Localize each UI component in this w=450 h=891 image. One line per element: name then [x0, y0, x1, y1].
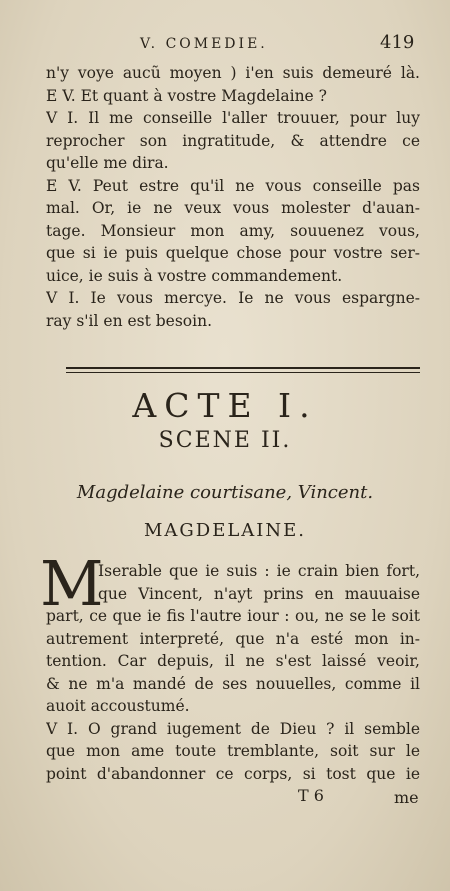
page-footer: [0, 786, 450, 810]
text-line: reprocher son ingratitude, & attendre ce: [46, 131, 420, 150]
text-line: Iserable que ie suis : ie crain bien fort,: [98, 562, 420, 580]
page-number: 419: [380, 32, 415, 53]
dropcap-indented-lines: [98, 560, 420, 605]
text-line: mal. Or, ie ne veux vous molester d'auan-: [46, 199, 420, 217]
text-line: qu'elle me dira.: [46, 154, 169, 172]
character-list: Magdelaine courtisane, Vincent.: [76, 482, 374, 503]
drop-cap: M: [40, 547, 104, 620]
text-line: tention. Car depuis, il ne s'est laissé veoir,: [46, 652, 420, 670]
text-line: que si ie puis quelque chose pour vostre ser-: [46, 244, 420, 262]
catchword: me: [394, 788, 419, 807]
text-line: auoit accoustumé.: [46, 697, 190, 715]
running-title: V. COMEDIE.: [140, 36, 268, 52]
text-line: tage. Monsieur mon amy, souuenez vous,: [46, 221, 420, 240]
text-line: que Vincent, n'ayt prins en mauuaise: [98, 584, 420, 603]
dialogue-block-top: [46, 62, 420, 332]
text-line: ray s'il en est besoin.: [46, 311, 213, 330]
text-line: part, ce que ie fis l'autre iour : ou, ne se le soit: [46, 607, 420, 625]
text-line: E V. Peut estre qu'il ne vous conseille pas: [46, 176, 420, 195]
text-line: V I. Ie vous mercye. Ie ne vous espargne-: [46, 289, 420, 307]
signature-mark: T 6: [298, 786, 324, 805]
scene-heading: SCENE II.: [158, 428, 292, 453]
text-line: autrement interpreté, que n'a esté mon in-: [46, 629, 420, 648]
speaker-name: MAGDELAINE.: [143, 520, 307, 541]
text-line: & ne m'a mandé de ses nouuelles, comme il: [46, 674, 420, 693]
act-heading: ACTE I.: [132, 386, 318, 425]
text-line: point d'abandonner ce corps, si tost que ie: [46, 764, 420, 783]
dialogue-block-bottom: [46, 605, 420, 785]
text-line: V I. O grand iugement de Dieu ? il semble: [46, 719, 420, 738]
ornamental-rule: [66, 367, 420, 373]
text-line: n'y voye aucũ moyen ) i'en suis demeuré là.: [46, 64, 420, 82]
text-line: E V. Et quant à vostre Magdelaine ?: [46, 86, 327, 105]
page-header: [0, 32, 450, 60]
text-line: uice, ie suis à vostre commandement.: [46, 266, 343, 285]
text-line: que mon ame toute tremblante, soit sur le: [46, 742, 420, 760]
text-line: V I. Il me conseille l'aller trouuer, pour luy: [46, 109, 420, 127]
